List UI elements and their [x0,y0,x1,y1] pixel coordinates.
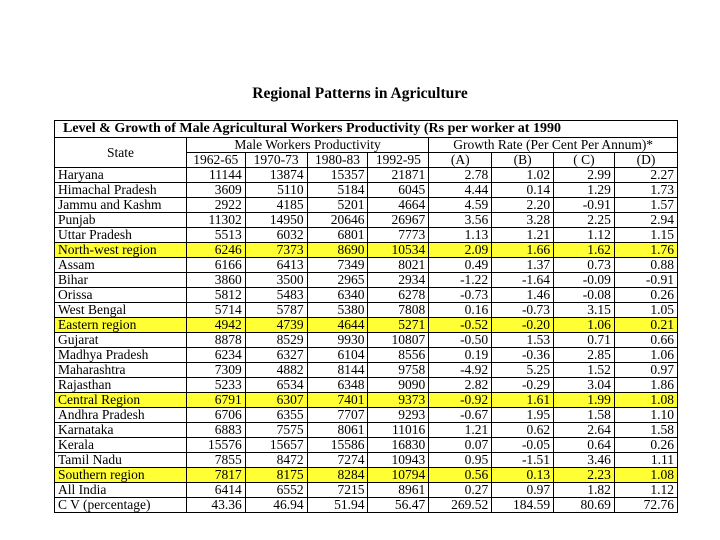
value-cell: 1.61 [492,393,554,408]
value-cell: 2.78 [429,168,492,183]
value-cell: 1.15 [614,228,677,243]
value-cell: 8144 [307,363,368,378]
state-cell: Jammu and Kashm [55,198,187,213]
table-row [55,498,678,513]
value-cell: 6534 [245,378,307,393]
value-cell: 0.64 [554,438,615,453]
value-cell: 2965 [307,273,368,288]
table-row [55,228,678,243]
value-cell: 5110 [245,183,307,198]
value-cell: 6552 [245,483,307,498]
value-cell: 8021 [368,258,429,273]
value-cell: 1.57 [614,198,677,213]
value-cell: 51.94 [307,498,368,513]
table-row [55,303,678,318]
table-row [55,213,678,228]
table-row [55,438,678,453]
value-cell: 5233 [186,378,245,393]
value-cell: 0.71 [554,333,615,348]
value-cell: 9930 [307,333,368,348]
value-cell: 1.73 [614,183,677,198]
value-cell: -0.67 [429,408,492,423]
value-cell: 8690 [307,243,368,258]
value-cell: 1.06 [614,348,677,363]
value-cell: 1.21 [492,228,554,243]
value-cell: 1.58 [554,408,615,423]
table-row [55,363,678,378]
value-cell: 0.97 [614,363,677,378]
column-header: (D) [614,153,677,168]
value-cell: -4.92 [429,363,492,378]
table-row [55,183,678,198]
value-cell: 2.20 [492,198,554,213]
value-cell: 16830 [368,438,429,453]
value-cell: 1.08 [614,468,677,483]
value-cell: 0.19 [429,348,492,363]
value-cell: 0.66 [614,333,677,348]
value-cell: 46.94 [245,498,307,513]
value-cell: 5.25 [492,363,554,378]
value-cell: 8284 [307,468,368,483]
state-cell: Southern region [55,468,187,483]
state-cell: All India [55,483,187,498]
value-cell: 1.10 [614,408,677,423]
state-cell: North-west region [55,243,187,258]
value-cell: -0.91 [614,273,677,288]
value-cell: 6414 [186,483,245,498]
value-cell: 6032 [245,228,307,243]
table-row [55,453,678,468]
value-cell: 8878 [186,333,245,348]
value-cell: 5271 [368,318,429,333]
value-cell: 7575 [245,423,307,438]
value-cell: 9373 [368,393,429,408]
value-cell: 1.08 [614,393,677,408]
value-cell: 6234 [186,348,245,363]
value-cell: -0.52 [429,318,492,333]
value-cell: 26967 [368,213,429,228]
state-cell: Karnataka [55,423,187,438]
state-cell: Himachal Pradesh [55,183,187,198]
state-column-header: State [55,138,187,168]
value-cell: 1.58 [614,423,677,438]
value-cell: 80.69 [554,498,615,513]
value-cell: 7309 [186,363,245,378]
value-cell: 5483 [245,288,307,303]
value-cell: 0.26 [614,438,677,453]
value-cell: 0.13 [492,468,554,483]
state-cell: Orissa [55,288,187,303]
value-cell: 1.02 [492,168,554,183]
value-cell: 1.29 [554,183,615,198]
value-cell: 7401 [307,393,368,408]
value-cell: 2.94 [614,213,677,228]
value-cell: 4.44 [429,183,492,198]
value-cell: 1.06 [554,318,615,333]
table-row [55,378,678,393]
value-cell: 4739 [245,318,307,333]
column-header: 1992-95 [368,153,429,168]
value-cell: 11144 [186,168,245,183]
value-cell: 0.27 [429,483,492,498]
value-cell: 0.16 [429,303,492,318]
value-cell: -0.08 [554,288,615,303]
state-cell: Gujarat [55,333,187,348]
value-cell: 0.62 [492,423,554,438]
value-cell: 4882 [245,363,307,378]
value-cell: 6166 [186,258,245,273]
productivity-group-header: Male Workers Productivity [186,138,428,153]
value-cell: -0.92 [429,393,492,408]
value-cell: 9758 [368,363,429,378]
value-cell: 8556 [368,348,429,363]
value-cell: 7373 [245,243,307,258]
value-cell: 6246 [186,243,245,258]
value-cell: 10943 [368,453,429,468]
value-cell: 6340 [307,288,368,303]
value-cell: 7215 [307,483,368,498]
value-cell: 15357 [307,168,368,183]
value-cell: 3.28 [492,213,554,228]
column-header: ( C) [554,153,615,168]
value-cell: 0.97 [492,483,554,498]
state-cell: Central Region [55,393,187,408]
value-cell: 4644 [307,318,368,333]
value-cell: -0.73 [429,288,492,303]
value-cell: 8175 [245,468,307,483]
value-cell: -0.29 [492,378,554,393]
value-cell: 2.64 [554,423,615,438]
value-cell: 6348 [307,378,368,393]
value-cell: 9090 [368,378,429,393]
value-cell: 0.26 [614,288,677,303]
value-cell: 7707 [307,408,368,423]
value-cell: 269.52 [429,498,492,513]
state-cell: Uttar Pradesh [55,228,187,243]
value-cell: 0.56 [429,468,492,483]
value-cell: 0.88 [614,258,677,273]
value-cell: -0.36 [492,348,554,363]
value-cell: 1.11 [614,453,677,468]
value-cell: 3.04 [554,378,615,393]
value-cell: 2.23 [554,468,615,483]
value-cell: 7855 [186,453,245,468]
value-cell: 5201 [307,198,368,213]
value-cell: 6327 [245,348,307,363]
value-cell: -0.91 [554,198,615,213]
value-cell: 7274 [307,453,368,468]
value-cell: 0.73 [554,258,615,273]
value-cell: -1.51 [492,453,554,468]
growth-group-header: Growth Rate (Per Cent Per Annum)* [429,138,678,153]
value-cell: 21871 [368,168,429,183]
value-cell: 1.99 [554,393,615,408]
state-cell: Haryana [55,168,187,183]
value-cell: 4185 [245,198,307,213]
state-cell: Tamil Nadu [55,453,187,468]
value-cell: 4664 [368,198,429,213]
table-row [55,423,678,438]
value-cell: 4.59 [429,198,492,213]
value-cell: 0.14 [492,183,554,198]
column-header: 1962-65 [186,153,245,168]
value-cell: 7773 [368,228,429,243]
value-cell: 8472 [245,453,307,468]
value-cell: 6104 [307,348,368,363]
value-cell: -1.64 [492,273,554,288]
value-cell: 0.95 [429,453,492,468]
value-cell: 6706 [186,408,245,423]
value-cell: 5380 [307,303,368,318]
slide-title: Regional Patterns in Agriculture [252,85,468,102]
value-cell: 10534 [368,243,429,258]
value-cell: 6883 [186,423,245,438]
value-cell: 3860 [186,273,245,288]
state-cell: Kerala [55,438,187,453]
value-cell: 1.13 [429,228,492,243]
state-cell: Maharashtra [55,363,187,378]
value-cell: 1.62 [554,243,615,258]
column-header: 1980-83 [307,153,368,168]
value-cell: -0.73 [492,303,554,318]
value-cell: 0.07 [429,438,492,453]
value-cell: 6045 [368,183,429,198]
table-row [55,468,678,483]
value-cell: 13874 [245,168,307,183]
value-cell: 1.53 [492,333,554,348]
value-cell: 2.25 [554,213,615,228]
table-row [55,168,678,183]
value-cell: 6307 [245,393,307,408]
value-cell: 1.86 [614,378,677,393]
value-cell: 184.59 [492,498,554,513]
state-cell: Rajasthan [55,378,187,393]
value-cell: 10794 [368,468,429,483]
value-cell: 7349 [307,258,368,273]
value-cell: 0.21 [614,318,677,333]
value-cell: 3.46 [554,453,615,468]
productivity-table [54,120,678,513]
value-cell: 6278 [368,288,429,303]
value-cell: 8529 [245,333,307,348]
table-row [55,333,678,348]
table-row [55,483,678,498]
value-cell: 1.37 [492,258,554,273]
value-cell: -1.22 [429,273,492,288]
column-header: (B) [492,153,554,168]
value-cell: 3.56 [429,213,492,228]
value-cell: 5714 [186,303,245,318]
value-cell: 5812 [186,288,245,303]
table-row [55,258,678,273]
value-cell: 1.82 [554,483,615,498]
value-cell: 2922 [186,198,245,213]
value-cell: 7808 [368,303,429,318]
value-cell: 4942 [186,318,245,333]
state-cell: Bihar [55,273,187,288]
value-cell: 8061 [307,423,368,438]
table-row [55,243,678,258]
value-cell: 1.66 [492,243,554,258]
value-cell: 2.82 [429,378,492,393]
value-cell: 2.27 [614,168,677,183]
value-cell: 10807 [368,333,429,348]
value-cell: 15586 [307,438,368,453]
value-cell: 6801 [307,228,368,243]
state-cell: C V (percentage) [55,498,187,513]
value-cell: 1.76 [614,243,677,258]
value-cell: 2.85 [554,348,615,363]
value-cell: 0.49 [429,258,492,273]
value-cell: 5184 [307,183,368,198]
value-cell: 11302 [186,213,245,228]
value-cell: 1.46 [492,288,554,303]
value-cell: 5787 [245,303,307,318]
state-cell: Punjab [55,213,187,228]
state-cell: West Bengal [55,303,187,318]
value-cell: 6791 [186,393,245,408]
value-cell: -0.50 [429,333,492,348]
table-row [55,198,678,213]
value-cell: 1.05 [614,303,677,318]
value-cell: 14950 [245,213,307,228]
state-cell: Madhya Pradesh [55,348,187,363]
value-cell: 2.99 [554,168,615,183]
value-cell: 2934 [368,273,429,288]
value-cell: 11016 [368,423,429,438]
table-row [55,393,678,408]
value-cell: -0.09 [554,273,615,288]
table-row [55,318,678,333]
column-header: 1970-73 [245,153,307,168]
state-cell: Andhra Pradesh [55,408,187,423]
state-cell: Eastern region [55,318,187,333]
value-cell: 1.21 [429,423,492,438]
state-cell: Assam [55,258,187,273]
value-cell: 72.76 [614,498,677,513]
value-cell: 1.12 [554,228,615,243]
table-row [55,273,678,288]
table-row [55,408,678,423]
table-row [55,348,678,363]
value-cell: 9293 [368,408,429,423]
value-cell: 6355 [245,408,307,423]
value-cell: 6413 [245,258,307,273]
value-cell: 1.52 [554,363,615,378]
value-cell: 3.15 [554,303,615,318]
table-caption: Level & Growth of Male Agricultural Workers Productivity (Rs per worker at 1990 [55,121,678,138]
value-cell: 2.09 [429,243,492,258]
value-cell: 15657 [245,438,307,453]
value-cell: 1.95 [492,408,554,423]
value-cell: 3609 [186,183,245,198]
value-cell: 15576 [186,438,245,453]
table-row [55,288,678,303]
value-cell: 43.36 [186,498,245,513]
value-cell: -0.05 [492,438,554,453]
value-cell: 5513 [186,228,245,243]
value-cell: 3500 [245,273,307,288]
column-header: (A) [429,153,492,168]
value-cell: 8961 [368,483,429,498]
value-cell: 20646 [307,213,368,228]
value-cell: 7817 [186,468,245,483]
value-cell: 56.47 [368,498,429,513]
value-cell: -0.20 [492,318,554,333]
value-cell: 1.12 [614,483,677,498]
